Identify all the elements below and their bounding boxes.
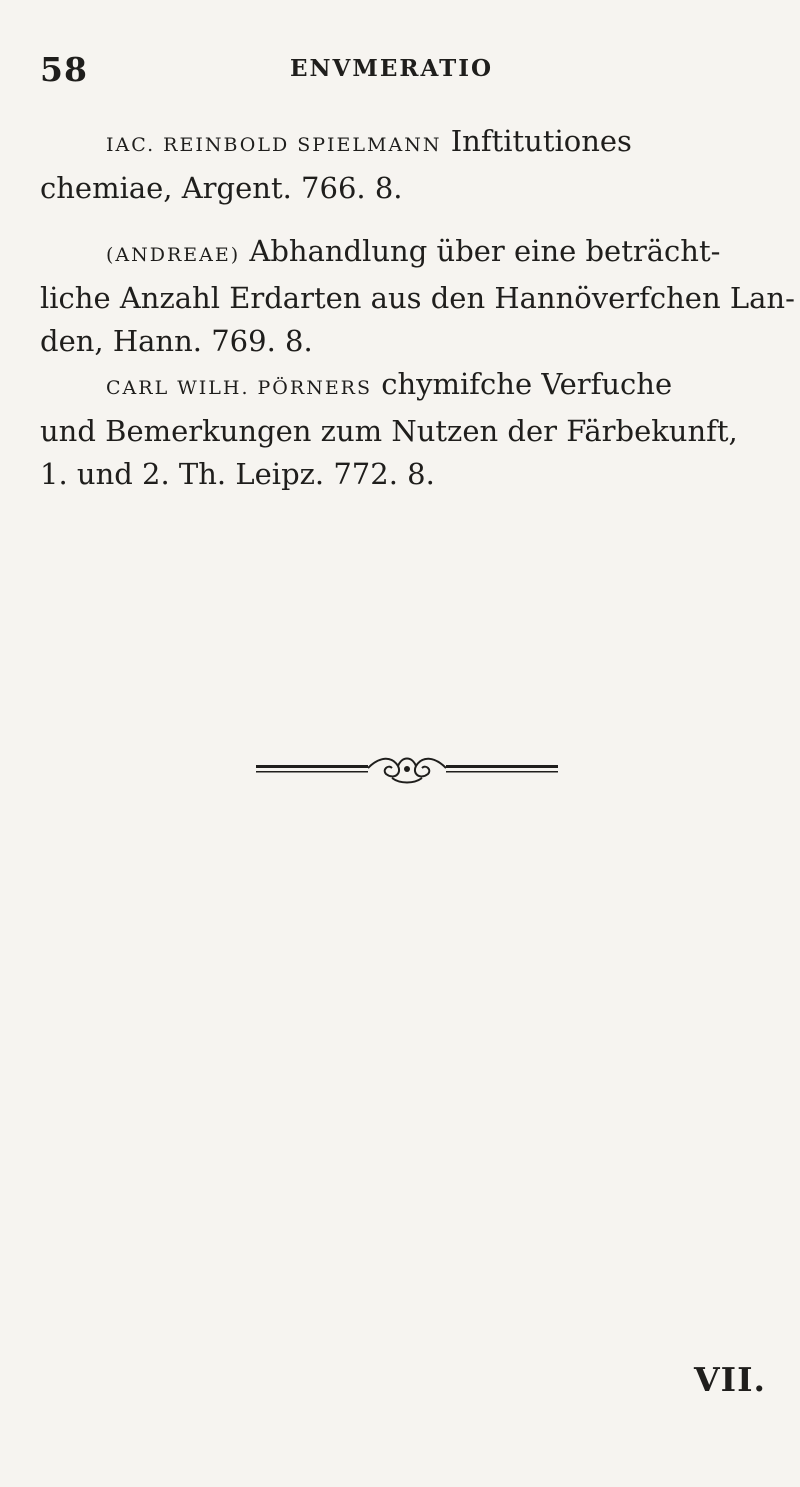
catchword: VII. (694, 1360, 766, 1399)
author-name: CARL WILH. PÖRNERS (106, 377, 373, 399)
entry-line (40, 363, 770, 410)
running-head: ENVMERATIO (290, 55, 494, 82)
entry-line: liche Anzahl Erdarten aus den Hannöverfchen Lan- (40, 281, 795, 315)
entry-line: 1. und 2. Th. Leipz. 772. 8. (40, 457, 435, 491)
entry-line: den, Hann. 769. 8. (40, 324, 313, 358)
title-text: Inftitutiones (450, 124, 632, 158)
decorative-rule-ornament (256, 752, 558, 784)
title-text: Abhandlung über eine beträcht- (249, 234, 721, 268)
author-name: IAC. REINBOLD SPIELMANN (106, 134, 442, 156)
bibliography-entry (40, 230, 795, 363)
entry-line (40, 230, 770, 277)
page-header (40, 50, 760, 100)
entry-line: chemiae, Argent. 766. 8. (40, 171, 403, 205)
title-text: chymifche Verfuche (381, 367, 673, 401)
entry-line (40, 120, 770, 167)
bibliography-entry (40, 120, 770, 210)
page-number: 58 (40, 50, 88, 89)
entry-line: und Bemerkungen zum Nutzen der Färbekunft, (40, 414, 738, 448)
author-name: (ANDREAE) (106, 244, 241, 266)
bibliography-entry (40, 363, 770, 496)
